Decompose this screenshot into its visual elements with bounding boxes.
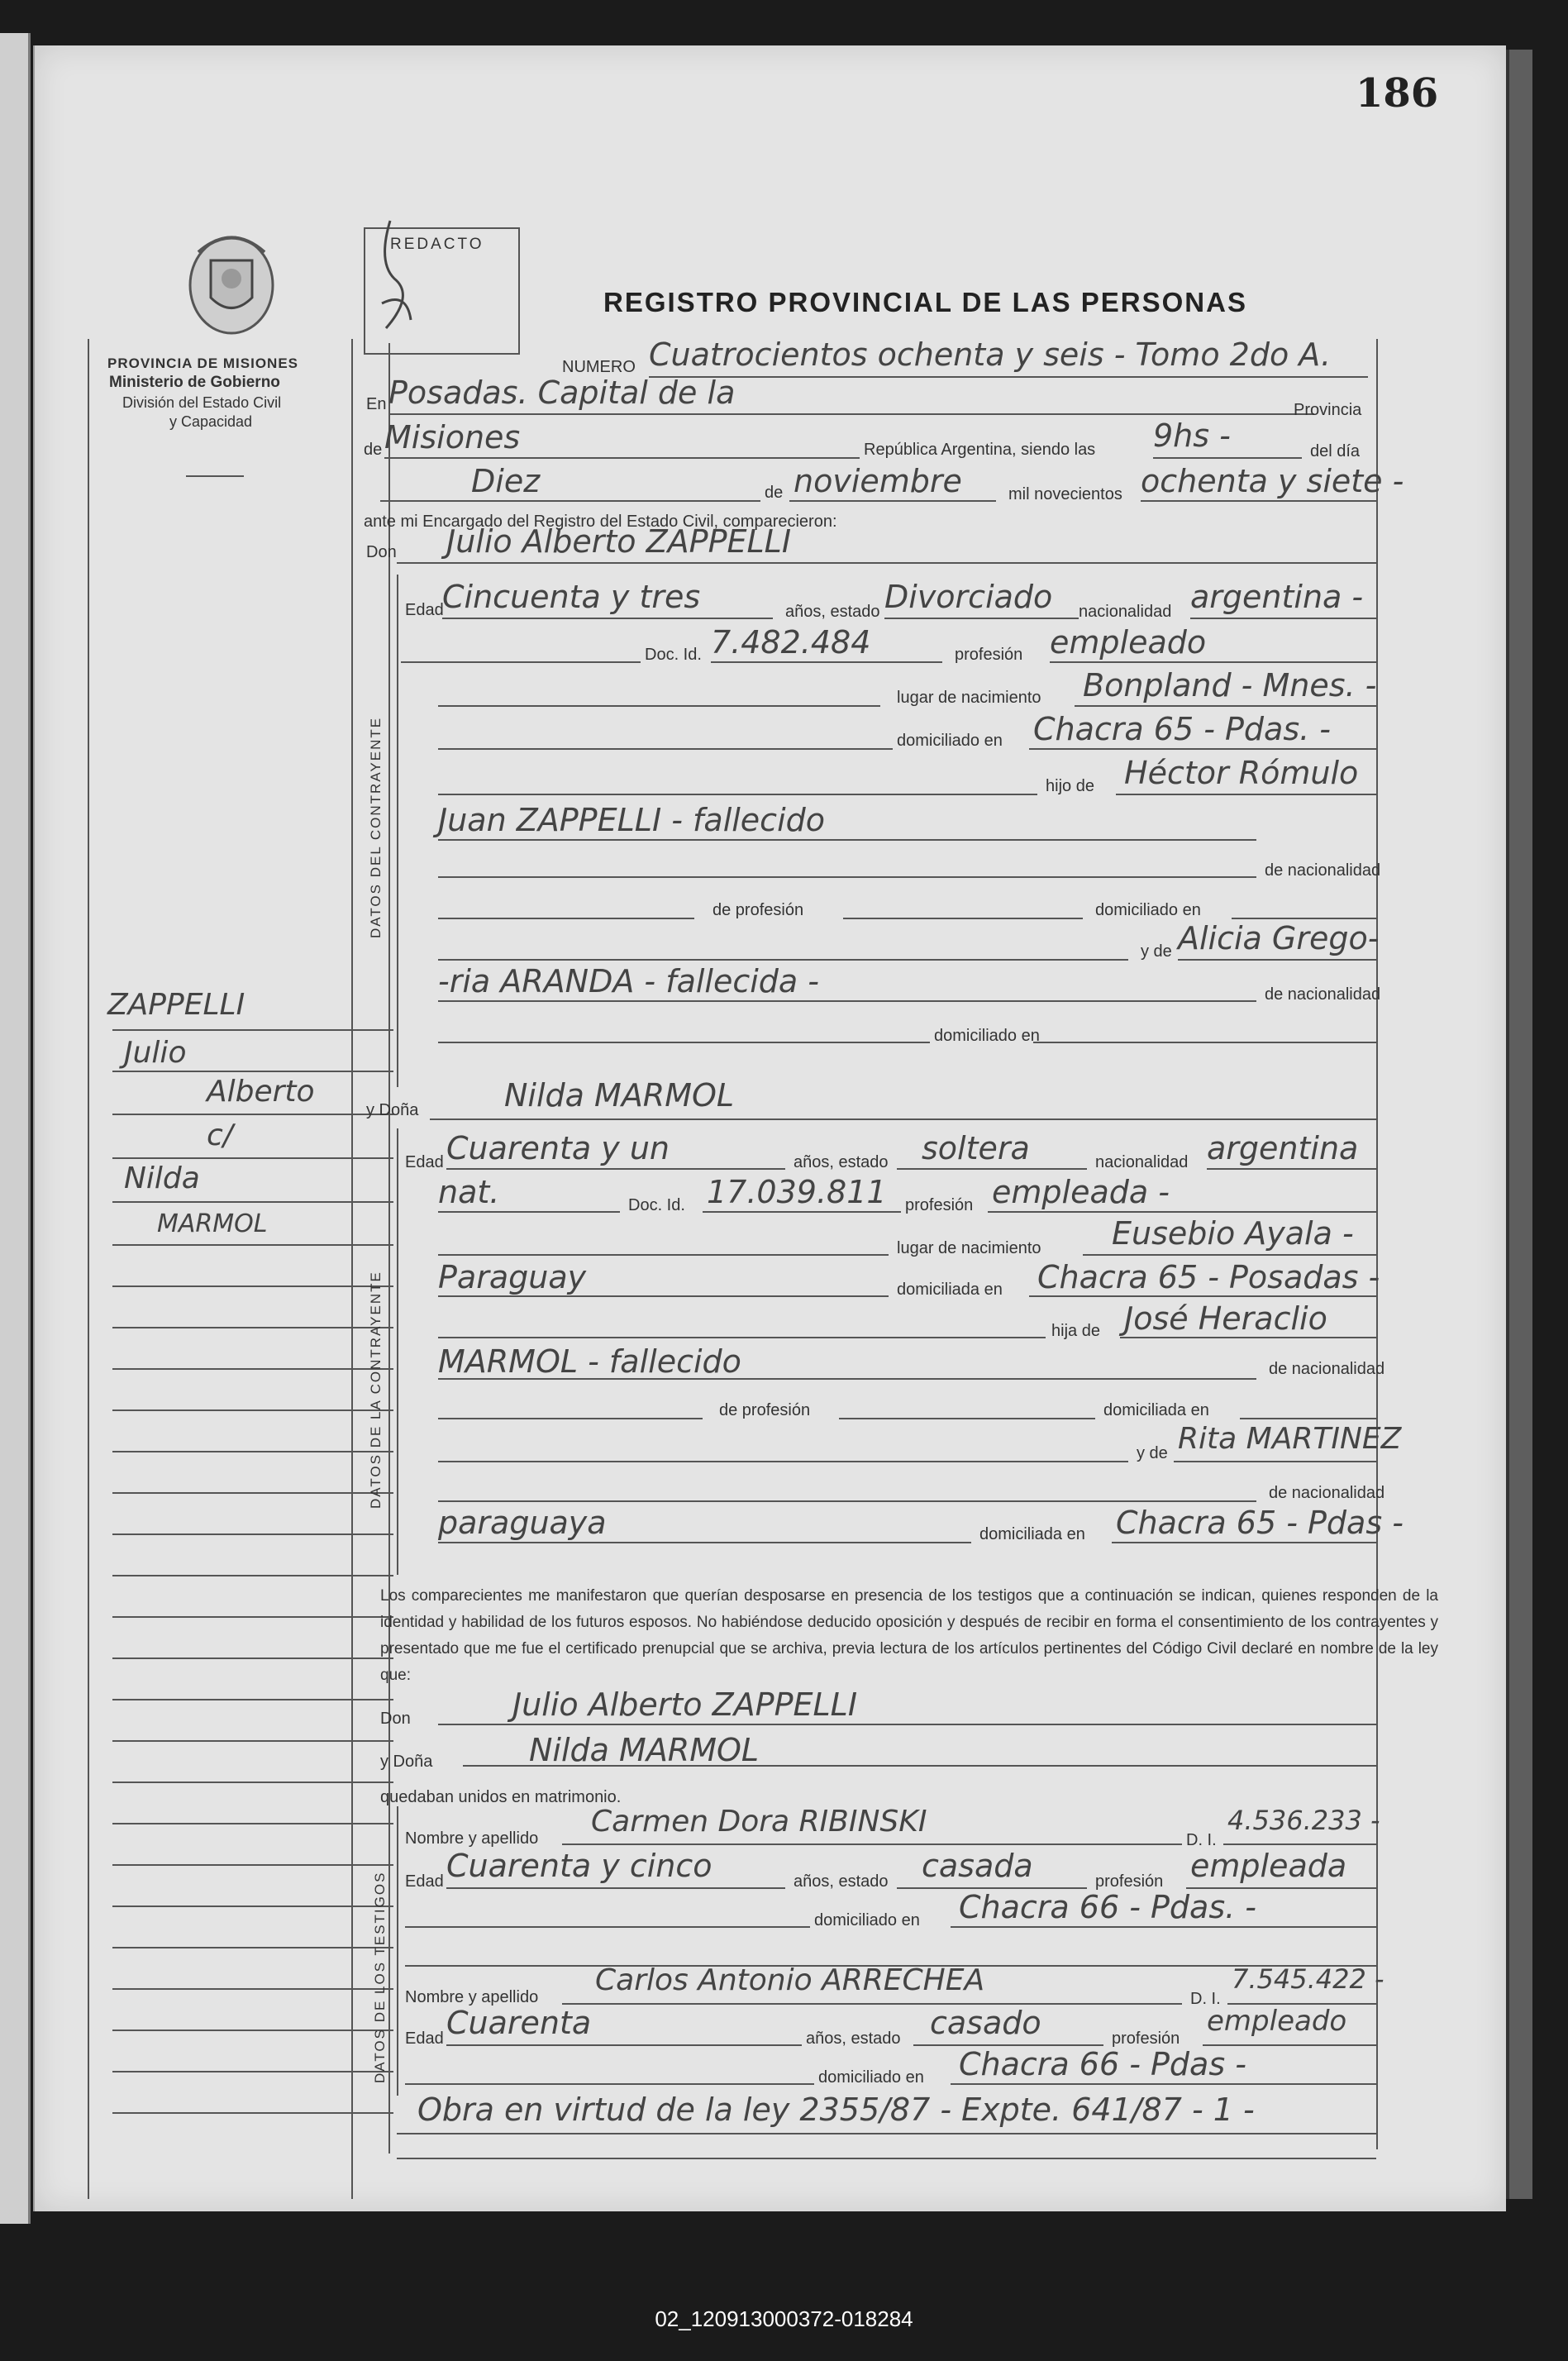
margin-rule: [112, 1781, 393, 1783]
t1-edad-value: Cuarenta y cinco: [446, 1848, 713, 1884]
margin-rule: [112, 1699, 393, 1700]
anos-estado-label: años, estado: [785, 603, 880, 621]
y-de-label: y de: [1141, 942, 1172, 961]
dona-label: y Doña: [366, 1101, 419, 1119]
field-line: [438, 959, 1128, 961]
margin-rule: [112, 1988, 393, 1990]
margin-rule: [112, 1823, 393, 1824]
field-line: [380, 500, 760, 502]
nacionalidad-label-2: nacionalidad: [1095, 1153, 1189, 1171]
margin-name-1: Julio: [124, 1036, 187, 1070]
margin-rule: [112, 1947, 393, 1948]
don-label: Don: [366, 543, 397, 561]
t2-di-value: 7.545.422 -: [1232, 1963, 1385, 1995]
de-nacionalidad-label-3: de nacionalidad: [1269, 1360, 1385, 1378]
field-line: [384, 457, 860, 459]
field-line: [1232, 918, 1376, 919]
field-line: [1190, 618, 1376, 619]
section-border: [397, 1806, 398, 2096]
prof1-value: empleado: [1050, 624, 1207, 661]
hija-de-label: hija de: [1051, 1322, 1100, 1340]
domiciliado-label-2: domiciliado en: [1095, 901, 1201, 919]
field-line: [703, 1211, 901, 1213]
domiciliado-label-4: domiciliado en: [814, 1911, 920, 1929]
form-border-right: [1376, 339, 1378, 2149]
field-line: [438, 1337, 1046, 1338]
margin-rule: [112, 2112, 393, 2114]
estado1-value: Divorciado: [884, 579, 1053, 615]
margin-rule: [112, 1071, 393, 1072]
nombre-apellido-label-2: Nombre y apellido: [405, 1988, 539, 2006]
field-line: [438, 794, 1037, 795]
padre2-value: MARMOL - fallecido: [438, 1343, 741, 1380]
field-line: [438, 1000, 1256, 1002]
field-line: [438, 1254, 889, 1256]
prov-value: Misiones: [384, 419, 521, 456]
profesion-label: profesión: [955, 646, 1023, 664]
nota-marginal: Obra en virtud de la ley 2355/87 - Expte. 641/87 - 1 -: [417, 2092, 1255, 2128]
de-profesion-label: de profesión: [713, 901, 804, 919]
redacto-box: [364, 227, 520, 355]
margin-rule: [112, 1864, 393, 1866]
section-border: [397, 575, 398, 1087]
hijo-de-label: hijo de: [1046, 777, 1094, 795]
field-line: [988, 1211, 1376, 1213]
anos-estado-label-2: años, estado: [794, 1153, 889, 1171]
declaration-paragraph: Los comparecientes me manifestaron que querían desposarse en presencia de los testigos que a continuación se indican, quienes responden de la identidad y habilidad de los futuros esposos. No habiéndose deducido oposición y después de recibir en forma el consentimiento de los contrayentes y presentado que me fue el certificado prenupcial que se archiva, previa lectura de los artículos pertinentes del Código Civil declaré en nombre de la ley que:: [380, 1587, 1438, 1684]
edad1-value: Cincuenta y tres: [442, 579, 701, 615]
page-edge: [1506, 50, 1532, 2199]
quedaban-label: quedaban unidos en matrimonio.: [380, 1788, 622, 1806]
dona-value: Nilda MARMOL: [504, 1077, 735, 1114]
profesion-label-3: profesión: [1095, 1872, 1164, 1891]
field-line: [839, 1418, 1095, 1419]
testigos-side-label: DATOS DE LOS TESTIGOS: [372, 1871, 388, 2083]
field-line: [430, 1118, 1376, 1120]
margin-rule: [112, 1244, 393, 1246]
field-line: [884, 618, 1079, 619]
field-line: [951, 2083, 1376, 2085]
domiciliado-label-3: domiciliado en: [934, 1027, 1040, 1045]
field-line: [463, 1765, 1376, 1767]
provincia-label: Provincia: [1294, 401, 1362, 419]
decl-dona-value: Nilda MARMOL: [529, 1732, 760, 1768]
field-line: [438, 1378, 1256, 1380]
margin-surname: ZAPPELLI: [107, 988, 245, 1022]
republica-label: República Argentina, siendo las: [864, 441, 1096, 459]
hijo1-value: Héctor Rómulo: [1124, 755, 1359, 791]
de-mes-label: de: [765, 484, 784, 502]
doc-label: Doc. Id.: [645, 646, 702, 664]
field-line: [1075, 705, 1376, 707]
doc-label-2: Doc. Id.: [628, 1196, 685, 1214]
en-value: Posadas. Capital de la: [388, 374, 736, 411]
lugar2b-value: Paraguay: [438, 1259, 587, 1295]
division-label-2: y Capacidad: [169, 413, 253, 430]
field-line: [438, 876, 1256, 878]
en-label: En: [366, 395, 387, 413]
margin-rule: [112, 1492, 393, 1494]
field-line: [438, 1461, 1128, 1462]
margin-rule: [112, 1451, 393, 1452]
field-line: [446, 1168, 785, 1170]
field-line: [405, 1926, 810, 1928]
nac-madre2-value: paraguaya: [438, 1505, 607, 1541]
division-label-1: División del Estado Civil: [122, 394, 282, 411]
field-line: [438, 1295, 889, 1297]
domiciliado-label: domiciliado en: [897, 732, 1003, 750]
doc1-value: 7.482.484: [711, 624, 871, 661]
don-label-2: Don: [380, 1710, 411, 1728]
field-line: [1240, 1418, 1376, 1419]
field-line: [438, 1542, 971, 1543]
madre2-value: Rita MARTINEZ: [1178, 1422, 1402, 1456]
register-title: REGISTRO PROVINCIAL DE LAS PERSONAS: [603, 287, 1247, 317]
field-line: [1029, 1295, 1376, 1297]
doc2-value: 17.039.811: [707, 1174, 887, 1210]
dia-value: Diez: [471, 463, 541, 499]
field-line: [1116, 794, 1376, 795]
edad-label-4: Edad: [405, 2030, 444, 2048]
padre1-value: Juan ZAPPELLI - fallecido: [438, 802, 826, 838]
dom-madre2-value: Chacra 65 - Pdas -: [1116, 1505, 1404, 1541]
madre1b-value: -ria ARANDA - fallecida -: [438, 963, 820, 999]
t1-nombre-value: Carmen Dora RIBINSKI: [591, 1805, 927, 1839]
field-line: [438, 1211, 620, 1213]
field-line: [951, 1926, 1376, 1928]
field-line: [711, 661, 942, 663]
di-label-2: D. I.: [1190, 1990, 1221, 2008]
margin-rule: [112, 1616, 393, 1618]
field-line: [1223, 1843, 1376, 1845]
t2-edad-value: Cuarenta: [446, 2005, 592, 2041]
margin-rule: [112, 1201, 393, 1203]
profesion-label-2: profesión: [905, 1196, 974, 1214]
mil-label: mil novecientos: [1008, 485, 1122, 503]
field-line: [843, 918, 1083, 919]
de-profesion-label-2: de profesión: [719, 1401, 811, 1419]
anos-estado-label-3: años, estado: [794, 1872, 889, 1891]
field-line: [438, 918, 694, 919]
hora-value: 9hs -: [1153, 417, 1231, 454]
page-content: [33, 45, 1504, 2211]
t1-prof-value: empleada: [1190, 1848, 1347, 1884]
header-divider: [186, 475, 244, 477]
mes-value: noviembre: [794, 463, 962, 499]
coat-of-arms-icon: [182, 227, 281, 339]
margin-rule: [112, 1575, 393, 1576]
y-de-label-2: y de: [1137, 1444, 1168, 1462]
field-line: [401, 661, 641, 663]
margin-rule: [112, 1740, 393, 1742]
de-nacionalidad-label-4: de nacionalidad: [1269, 1484, 1385, 1502]
nacionalidad-label: nacionalidad: [1079, 603, 1172, 621]
edad-label-3: Edad: [405, 1872, 444, 1891]
margin-name-4: MARMOL: [157, 1209, 268, 1238]
field-line: [1178, 959, 1376, 961]
margin-rule: [112, 1157, 393, 1159]
dom2-value: Chacra 65 - Posadas -: [1037, 1259, 1380, 1295]
margin-rule: [112, 1409, 393, 1411]
margin-rule: [112, 2071, 393, 2072]
field-line: [438, 839, 1256, 841]
book-spine: [0, 33, 31, 2224]
field-line: [1112, 1542, 1376, 1543]
field-line: [562, 2003, 1182, 2005]
margin-rule: [112, 1327, 393, 1328]
decl-don-value: Julio Alberto ZAPPELLI: [512, 1686, 858, 1723]
field-line: [1153, 457, 1302, 459]
nac2-value: argentina: [1207, 1130, 1359, 1166]
field-line: [397, 2133, 1376, 2134]
numero-value: Cuatrocientos ochenta y seis - Tomo 2do A.: [649, 336, 1332, 373]
contrayenta-side-label: DATOS DE LA CONTRAYENTE: [368, 1271, 384, 1509]
field-line: [562, 1843, 1182, 1845]
edad-label: Edad: [405, 601, 444, 619]
field-line: [388, 413, 1314, 415]
field-line: [446, 1887, 785, 1889]
margin-border: [88, 339, 89, 2199]
nombre-apellido-label: Nombre y apellido: [405, 1829, 539, 1848]
t2-prof-value: empleado: [1207, 2005, 1347, 2038]
field-line: [897, 1168, 1087, 1170]
margin-rule: [112, 1368, 393, 1370]
margin-connector: c/: [207, 1118, 233, 1152]
field-line: [1033, 1042, 1376, 1043]
field-line: [789, 500, 996, 502]
form-border-left: [388, 343, 390, 2154]
margin-border-right: [351, 339, 353, 2199]
field-line: [1050, 661, 1376, 663]
image-id-footer: 02_120913000372-018284: [655, 2306, 913, 2331]
profesion-label-4: profesión: [1112, 2030, 1180, 2048]
don-value: Julio Alberto ZAPPELLI: [446, 523, 792, 560]
field-line: [397, 562, 1376, 564]
di-label: D. I.: [1186, 1831, 1217, 1849]
margin-rule: [112, 1114, 393, 1115]
field-line: [438, 1724, 1376, 1725]
t2-dom-value: Chacra 66 - Pdas -: [959, 2046, 1246, 2082]
prof2-value: empleada -: [992, 1174, 1170, 1210]
field-line: [1174, 1461, 1376, 1462]
initial-mark: [374, 212, 423, 345]
nat2-value: nat.: [438, 1174, 500, 1210]
section-border: [397, 1128, 398, 1575]
domiciliada-label-2: domiciliada en: [1103, 1401, 1209, 1419]
dona-label-2: y Doña: [380, 1753, 433, 1771]
edad2-value: Cuarenta y un: [446, 1130, 670, 1166]
field-line: [438, 1418, 703, 1419]
margin-rule: [112, 1029, 393, 1031]
lugar2-value: Eusebio Ayala -: [1112, 1215, 1354, 1252]
madre1-value: Alicia Grego-: [1178, 920, 1380, 956]
nac1-value: argentina -: [1190, 579, 1364, 615]
margin-rule: [112, 1905, 393, 1907]
field-line: [397, 2158, 1376, 2159]
field-line: [1120, 1337, 1376, 1338]
page-number: 186: [1356, 70, 1439, 117]
redacto-label: REDACTO: [390, 236, 484, 253]
field-line: [438, 748, 893, 750]
margin-rule: [112, 1285, 393, 1287]
anos-estado-label-4: años, estado: [806, 2030, 901, 2048]
domiciliada-label-3: domiciliada en: [979, 1525, 1085, 1543]
estado2-value: soltera: [922, 1130, 1030, 1166]
dom1-value: Chacra 65 - Pdas. -: [1033, 711, 1331, 747]
de-nacionalidad-label-2: de nacionalidad: [1265, 985, 1381, 1004]
lugar1-value: Bonpland - Mnes. -: [1083, 667, 1377, 704]
contrayente-side-label: DATOS DEL CONTRAYENTE: [368, 716, 384, 938]
field-line: [1141, 500, 1376, 502]
ministry-label: Ministerio de Gobierno: [109, 374, 280, 391]
t1-estado-value: casada: [922, 1848, 1033, 1884]
margin-rule: [112, 1657, 393, 1659]
field-line: [1029, 748, 1376, 750]
lugar-nac-label-2: lugar de nacimiento: [897, 1239, 1041, 1257]
province-label: PROVINCIA DE MISIONES: [107, 355, 299, 371]
field-line: [405, 2083, 814, 2085]
ante-label: ante mi Encargado del Registro del Estado Civil, comparecieron:: [364, 513, 837, 531]
t2-nombre-value: Carlos Antonio ARRECHEA: [595, 1963, 985, 1997]
field-line: [442, 618, 773, 619]
edad-label-2: Edad: [405, 1153, 444, 1171]
t1-di-value: 4.536.233 -: [1227, 1805, 1380, 1836]
hija2-value: José Heraclio: [1124, 1300, 1327, 1337]
field-line: [446, 2044, 802, 2046]
field-line: [438, 1042, 930, 1043]
margin-name-2: Alberto: [207, 1075, 315, 1109]
domiciliado-label-5: domiciliado en: [818, 2068, 924, 2087]
domiciliada-label: domiciliada en: [897, 1281, 1003, 1299]
anio-value: ochenta y siete -: [1141, 463, 1404, 499]
margin-rule: [112, 2030, 393, 2031]
field-line: [1207, 1168, 1376, 1170]
field-line: [438, 705, 880, 707]
field-line: [1083, 1254, 1376, 1256]
del-dia-label: del día: [1310, 442, 1361, 460]
de-label: de: [364, 441, 383, 459]
t2-estado-value: casado: [930, 2005, 1041, 2041]
margin-name-3: Nilda: [124, 1161, 200, 1195]
lugar-nac-label: lugar de nacimiento: [897, 689, 1041, 707]
numero-label: NUMERO: [562, 358, 636, 376]
de-nacionalidad-label: de nacionalidad: [1265, 861, 1381, 880]
t1-dom-value: Chacra 66 - Pdas. -: [959, 1889, 1256, 1925]
margin-rule: [112, 1533, 393, 1535]
field-line: [649, 376, 1368, 378]
field-line: [438, 1500, 1256, 1502]
